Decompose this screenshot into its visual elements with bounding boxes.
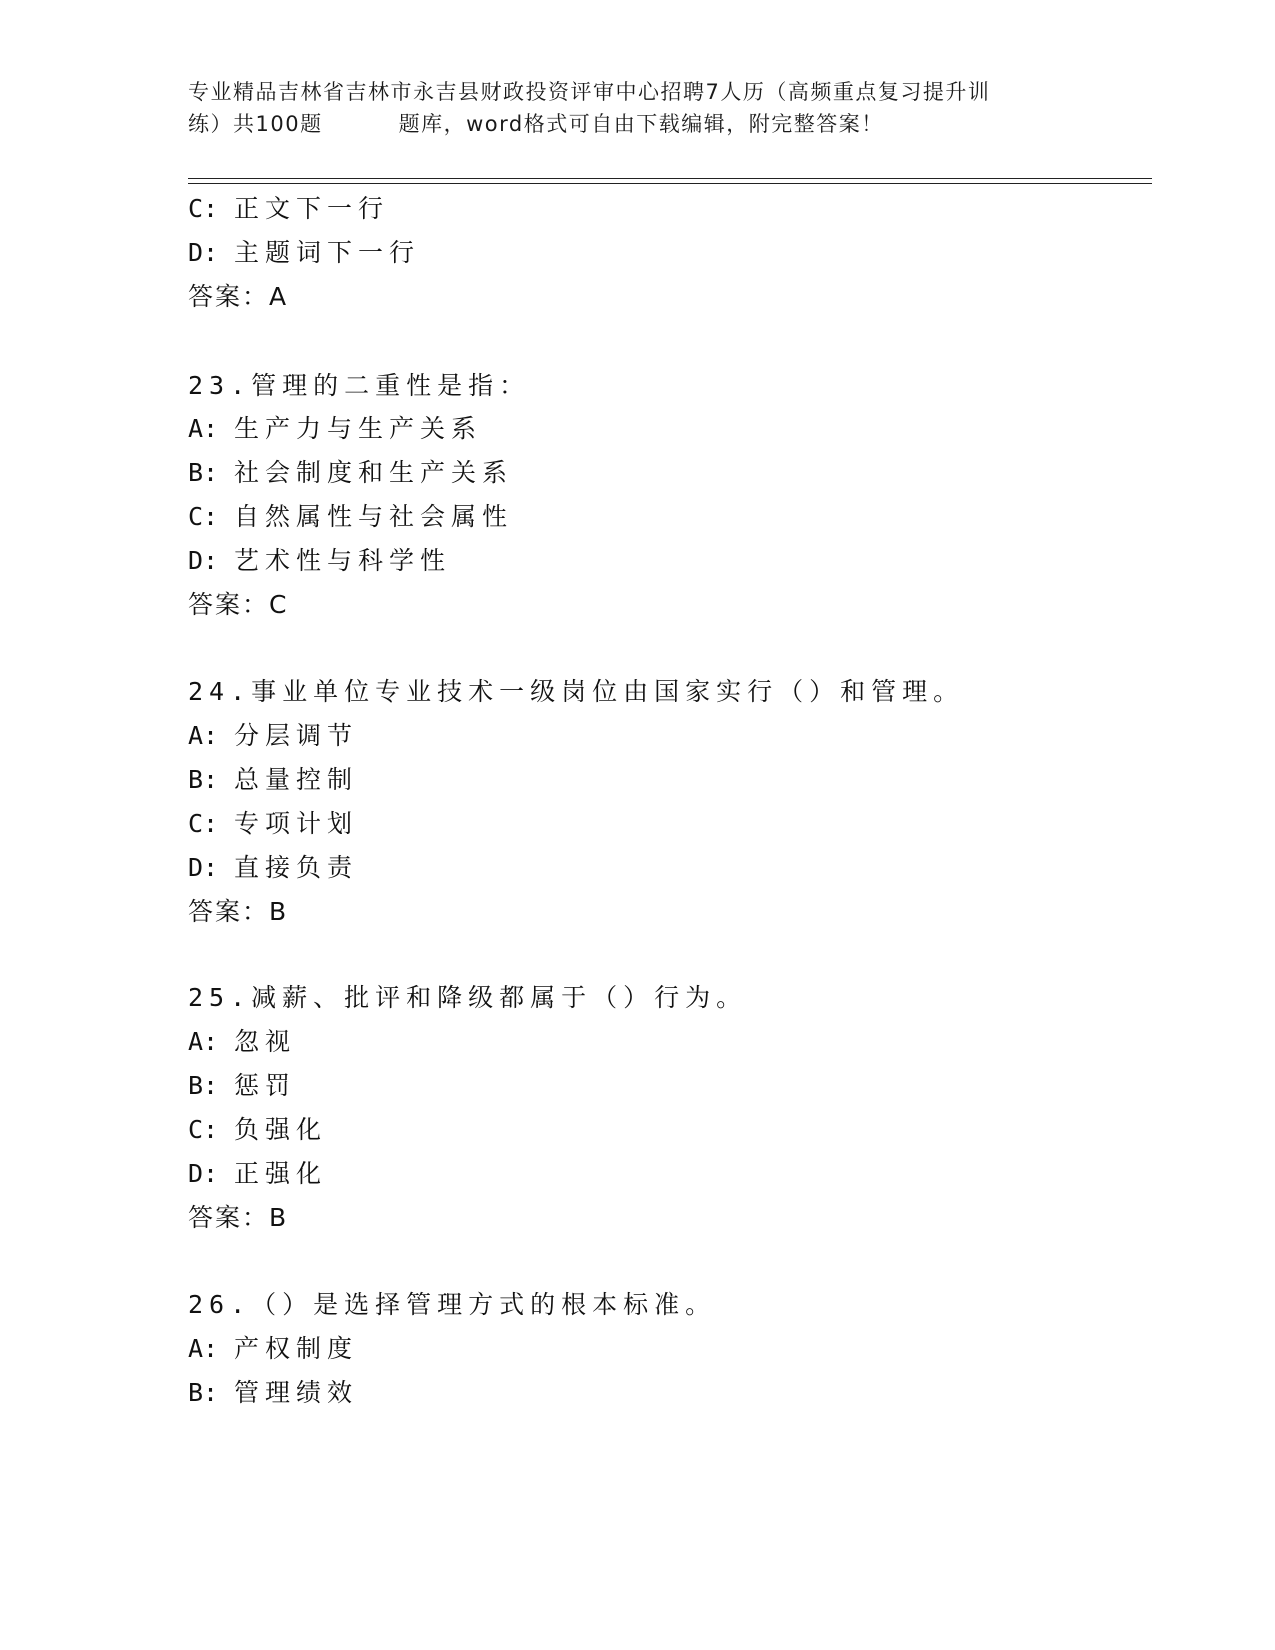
option-text: 专项计划 [234, 809, 359, 838]
q22-option-d [188, 238, 420, 268]
option-label: C: [188, 194, 219, 223]
q23-option-c [188, 502, 513, 532]
document-header [188, 76, 1088, 140]
option-text: 忽视 [234, 1027, 297, 1056]
header-line-2-part-b: 题库，word格式可自由下载编辑，附完整答案！ [398, 112, 884, 136]
option-label: B: [188, 765, 219, 794]
option-label: D: [188, 1159, 219, 1188]
option-label: A: [188, 414, 219, 443]
option-text: 直接负责 [234, 853, 359, 882]
q26-option-a [188, 1334, 358, 1364]
option-text: 惩罚 [234, 1071, 297, 1100]
option-text: 总量控制 [234, 765, 359, 794]
q24-stem: 24.事业单位专业技术一级岗位由国家实行（）和管理。 [188, 677, 965, 706]
option-label: D: [188, 238, 219, 267]
q23-option-a [188, 414, 482, 444]
option-text: 社会制度和生产关系 [234, 458, 514, 487]
option-label: B: [188, 458, 219, 487]
q26-stem: 26.（）是选择管理方式的根本标准。 [188, 1290, 717, 1319]
q25-option-b [188, 1071, 296, 1101]
option-text: 正文下一行 [234, 194, 390, 223]
q24-answer: 答案：B [188, 897, 289, 926]
q23-option-d [188, 546, 451, 576]
q25-answer: 答案：B [188, 1203, 289, 1232]
option-text: 生产力与生产关系 [234, 414, 483, 443]
q23-stem: 23.管理的二重性是指： [188, 371, 531, 400]
option-label: A: [188, 721, 219, 750]
q23-option-b [188, 458, 513, 488]
q25-stem: 25.减薪、批评和降级都属于（）行为。 [188, 983, 748, 1012]
option-label: C: [188, 809, 219, 838]
option-label: D: [188, 546, 219, 575]
q22-answer: 答案：A [188, 282, 289, 311]
option-label: B: [188, 1071, 219, 1100]
option-text: 分层调节 [234, 721, 359, 750]
option-text: 艺术性与科学性 [234, 546, 452, 575]
header-divider-top [188, 178, 1152, 179]
option-label: A: [188, 1027, 219, 1056]
option-text: 主题词下一行 [234, 238, 421, 267]
q24-option-d [188, 853, 358, 883]
option-text: 自然属性与社会属性 [234, 502, 514, 531]
option-label: D: [188, 853, 219, 882]
option-label: A: [188, 1334, 219, 1363]
q22-option-c [188, 194, 389, 224]
q24-option-b [188, 765, 358, 795]
option-text: 正强化 [234, 1159, 328, 1188]
option-text: 产权制度 [234, 1334, 359, 1363]
option-text: 负强化 [234, 1115, 328, 1144]
option-text: 管理绩效 [234, 1378, 359, 1407]
header-line-2-part-a: 练）共100题 [188, 112, 323, 136]
header-line-1: 专业精品吉林省吉林市永吉县财政投资评审中心招聘7人历（高频重点复习提升训 [188, 80, 991, 104]
q23-answer: 答案：C [188, 590, 289, 619]
header-line-2 [188, 108, 1088, 140]
q26-option-b [188, 1378, 358, 1408]
option-label: C: [188, 502, 219, 531]
q25-option-a [188, 1027, 296, 1057]
option-label: C: [188, 1115, 219, 1144]
header-divider-bottom [188, 183, 1152, 184]
option-label: B: [188, 1378, 219, 1407]
q25-option-c [188, 1115, 327, 1145]
q24-option-c [188, 809, 358, 839]
q24-option-a [188, 721, 358, 751]
q25-option-d [188, 1159, 327, 1189]
